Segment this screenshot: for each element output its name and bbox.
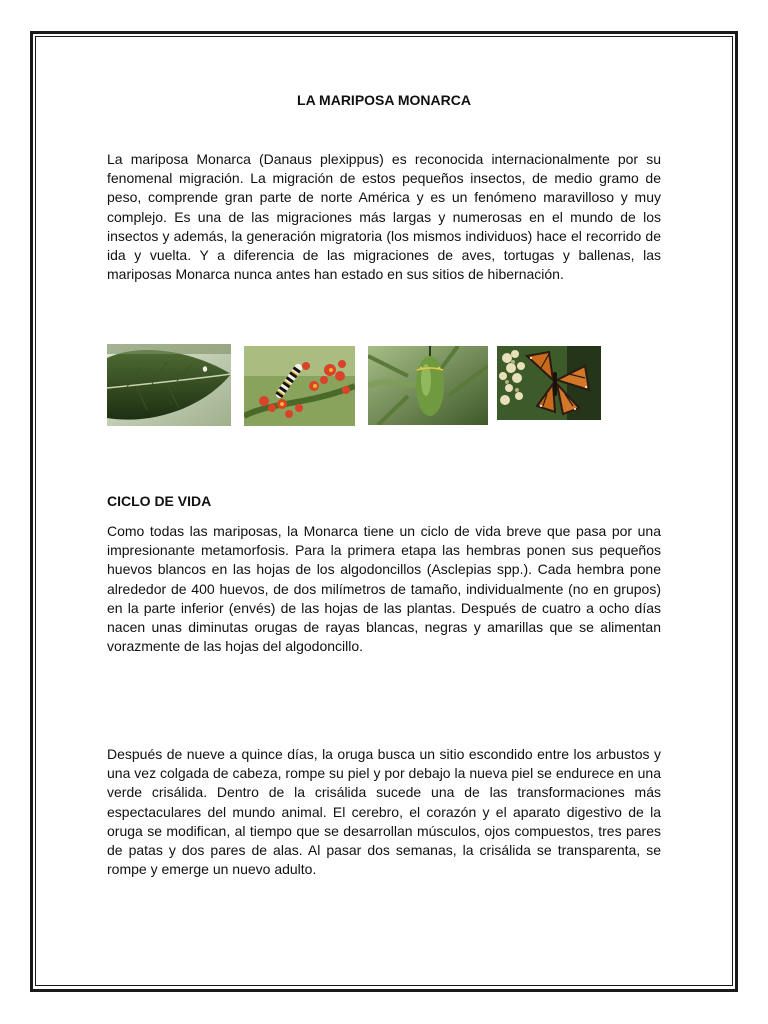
- intro-paragraph: La mariposa Monarca (Danaus plexippus) es reconocida internacionalmente por su fenomenal migración. La migración de estos pequeños insectos, de medio gramo de peso, comprende gran parte de norte América y es un fenómeno maravilloso y muy complejo. Es una de las migraciones más largas y numerosas en el mundo de los insectos y además, la generación migratoria (los mismos individuos) hace el recorrido de ida y vuelta. Y a diferencia de las migraciones de aves, tortugas y ballenas, las mariposas Monarca nunca antes han estado en sus sitios de hibernación.: [107, 151, 661, 283]
- lifecycle-paragraph-1: Como todas las mariposas, la Monarca tiene un ciclo de vida breve que pasa por una impresionante metamorfosis. Para la primera etapa las hembras ponen sus pequeños huevos blancos en las hojas de los algodoncillos (Asclepias spp.). Cada hembra pone alrededor de 400 huevos, de dos milímetros de tamaño, individualmente (no en grupos) en la parte inferior (envés) de las hojas de las plantas. Después de cuatro a ocho días nacen unas diminutas orugas de rayas blancas, negras y amarillas que se alimentan vorazmente de las hojas del algodoncillo.: [107, 523, 661, 655]
- document-title: LA MARIPOSA MONARCA: [297, 92, 471, 108]
- section-heading-ciclo-de-vida: CICLO DE VIDA: [107, 493, 212, 509]
- photo-egg-on-leaf: [107, 344, 231, 426]
- photo-caterpillar-on-milkweed: [244, 346, 355, 426]
- lifecycle-paragraph-2: Después de nueve a quince días, la oruga busca un sitio escondido entre los arbustos y una vez colgada de cabeza, rompe su piel y por debajo la nueva piel se endurece en una verde crisálida. Dentro de la crisálida sucede una de las transformaciones más espectaculares del mundo animal. El cerebro, el corazón y el aparato digestivo de la oruga se modifican, al tiempo que se desarrollan músculos, ojos compuestos, tres pares de patas y dos pares de alas. Al pasar dos semanas, la crisálida se transparenta, se rompe y emerge un nuevo adulto.: [107, 746, 661, 878]
- photo-adult-monarch-butterfly: [497, 346, 601, 420]
- photo-green-chrysalis: [368, 346, 488, 425]
